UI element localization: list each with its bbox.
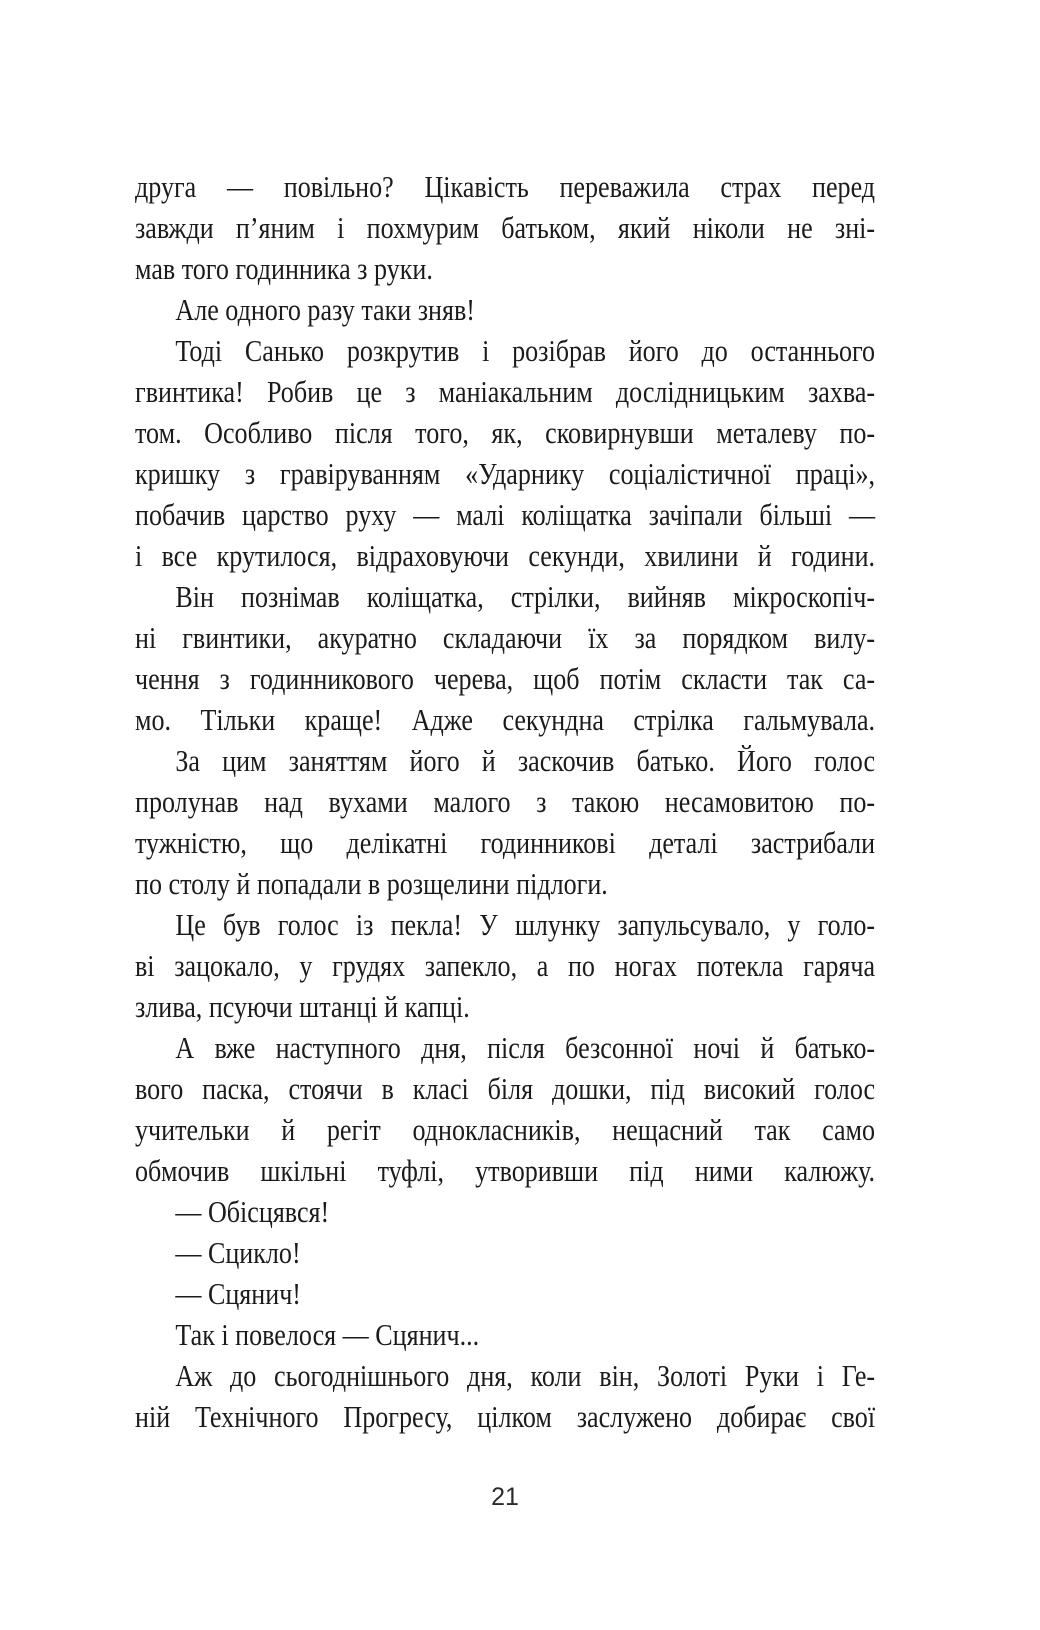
text-line: За цим заняттям його й заскочив батько. Його голос	[175, 743, 876, 778]
text-line: Аж до сьогоднішнього дня, коли він, Золоті Руки і Ге-	[175, 1358, 876, 1393]
paragraph	[135, 1232, 875, 1273]
paragraph	[135, 1314, 875, 1355]
text-line: гвинтика! Робив це з маніакальним дослідницьким захва-	[135, 374, 876, 409]
text-line: мав того годинника з руки.	[135, 251, 433, 286]
text-line: Це був голос із пекла! У шлунку запульсувало, у голо-	[175, 907, 876, 942]
text-line: завжди п’яним і похмурим батьком, який ніколи не зні-	[135, 210, 876, 245]
text-line: том. Особливо після того, як, сковирнувши металеву по-	[135, 415, 876, 450]
paragraph	[135, 289, 875, 330]
text-line: — Обісцявся!	[175, 1194, 330, 1229]
text-line: пролунав над вухами малого з такою несамовитою по-	[135, 784, 876, 819]
text-line: тужністю, що делікатні годинникові деталі застрибали	[135, 825, 876, 860]
text-line: вого паска, стоячи в класі біля дошки, під високий голос	[135, 1071, 876, 1106]
text-line: — Сцянич!	[175, 1276, 301, 1311]
paragraph	[135, 1027, 875, 1191]
text-line: друга — повільно? Цікавість переважила страх перед	[135, 169, 876, 204]
paragraph	[135, 1273, 875, 1314]
text-line: злива, псуючи штанці й капці.	[135, 989, 470, 1024]
text-line: ві зацокало, у грудях запекло, а по ногах потекла гаряча	[135, 948, 876, 983]
paragraph	[135, 166, 875, 289]
text-line: і все крутилося, відраховуючи секунди, хвилини й години.	[135, 538, 876, 573]
text-line: А вже наступного дня, після безсонної ночі й батько-	[175, 1030, 876, 1065]
text-line: по столу й попадали в розщелини підлоги.	[135, 866, 608, 901]
text-line: чення з годинникового черева, щоб потім скласти так са-	[135, 661, 876, 696]
text-line: — Сцикло!	[175, 1235, 301, 1270]
text-line: кришку з гравіруванням «Ударнику соціалістичної праці»,	[135, 456, 876, 491]
text-line: Він познімав коліщатка, стрілки, вийняв мікроскопіч-	[175, 579, 876, 614]
paragraph	[135, 1191, 875, 1232]
paragraph	[135, 740, 875, 904]
text-line: ній Технічного Прогресу, цілком заслужено добирає свої	[135, 1399, 876, 1434]
text-line: побачив царство руху — малі коліщатка зачіпали більші —	[135, 497, 876, 532]
page-text-block	[135, 166, 875, 1437]
paragraph	[135, 1355, 875, 1437]
text-line: Тоді Санько розкрутив і розібрав його до останнього	[175, 333, 876, 368]
text-line: Але одного разу таки зняв!	[175, 292, 476, 327]
text-line: учительки й регіт однокласників, нещасний так само	[135, 1112, 876, 1147]
text-line: Так і повелося — Сцянич...	[175, 1317, 480, 1352]
paragraph	[135, 904, 875, 1027]
page-number: 21	[491, 1483, 519, 1511]
text-line: мо. Тільки краще! Адже секундна стрілка гальмувала.	[135, 702, 876, 737]
paragraph	[135, 576, 875, 740]
paragraph	[135, 330, 875, 576]
text-line: ні гвинтики, акуратно складаючи їх за порядком вилу-	[135, 620, 876, 655]
text-line: обмочив шкільні туфлі, утворивши під ними калюжу.	[135, 1153, 876, 1188]
